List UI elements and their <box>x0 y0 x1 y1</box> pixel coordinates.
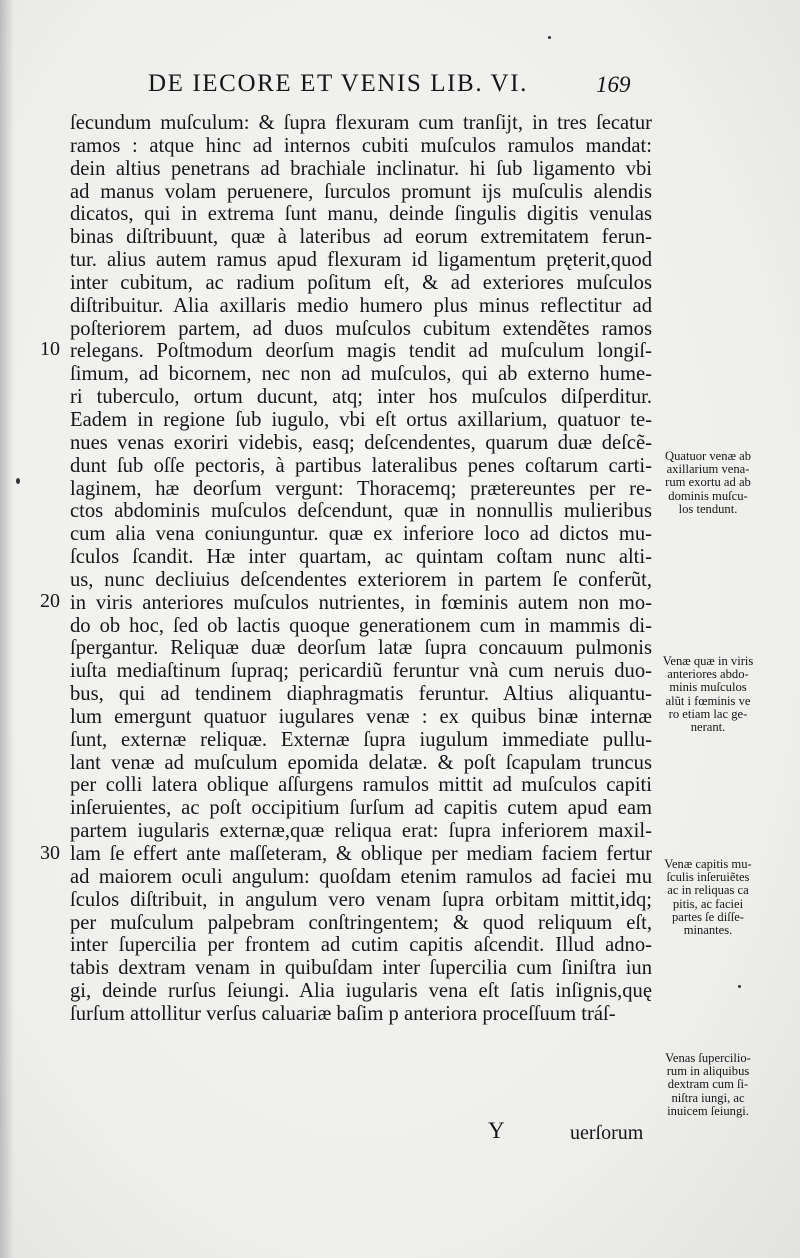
page-number: 169 <box>596 72 631 97</box>
text-line: binas diſtribuunt, quæ à lateribus ad eorum extremitatem ferun- <box>70 226 652 249</box>
text-line: ramos : atque hinc ad internos cubiti muſculos ramulos mandat: <box>70 134 652 157</box>
marginal-note-line: ro etiam lac ge- <box>668 706 748 721</box>
marginal-note-line: minantes. <box>683 923 733 938</box>
text-line: gi, deinde rurſus ſeiungi. Alia iugularis vena eſt ſatis inſignis,quę <box>70 980 652 1003</box>
marginal-note-line: anteriores abdo- <box>667 667 749 682</box>
text-line: per colli latera oblique aſſurgens ramulos mittit ad muſculos capiti <box>70 774 652 797</box>
text-line: ſunt, externæ reliquæ. Externæ ſupra iugulum immediate pullu- <box>70 728 652 751</box>
page-edge-shadow <box>0 0 14 1258</box>
text-line: per muſculum palpebram conſtringentem; & quod reliquum eſt, <box>70 911 652 934</box>
marginal-note-line: ſculis inſeruiẽtes <box>666 870 750 885</box>
text-line: do ob hoc, ſed ob lactis quoque generationem cum in mammis di- <box>70 614 652 637</box>
running-title: DE IECORE ET VENIS LIB. VI. <box>148 70 528 97</box>
ink-speck <box>16 478 20 484</box>
signature-mark: Y <box>488 1118 505 1143</box>
marginal-note-1 <box>652 450 764 516</box>
marginal-note-line: partes ſe diſſe- <box>671 909 745 924</box>
marginal-note-line: niſtra iungi, ac <box>671 1090 745 1105</box>
text-line: ad maiorem oculi angulum: quoſdam etenim ramulos ad faciei mu <box>70 865 652 888</box>
marginal-note-line: nerant. <box>690 720 726 735</box>
text-line: relegans. Poſtmodum deorſum magis tendit ad muſculum longiſ- <box>70 340 652 363</box>
text-line: inſeruientes, ac poſt occipitium ſurſum ad capitis cutem apud eam <box>70 797 652 820</box>
text-line: tur. alius autem ramus apud flexuram id ligamentum pręterit,quod <box>70 249 652 272</box>
marginal-note-line: alũt i fœminis ve <box>665 693 751 708</box>
text-line: inter cubitum, ac radium poſitum eſt, & ad exteriores muſculos <box>70 271 652 294</box>
marginal-note-line: rum in aliquibus <box>666 1064 750 1079</box>
text-line: us, nunc decliuius deſcendentes exteriorem in partem ſe conferũt, <box>70 568 652 591</box>
text-line: poſteriorem partem, ad duos muſculos cubitum extendẽtes ramos <box>70 317 652 340</box>
text-line: Eadem in regione ſub iugulo, vbi eſt ortus axillarium, quatuor te- <box>70 408 652 431</box>
text-line: ad manus volam peruenere, ſurculos promunt ijs muſculis alendis <box>70 180 652 203</box>
marginal-note-line: dextram cum ſi- <box>667 1077 749 1092</box>
text-line: inter ſupercilia per frontem ad cutim capitis aſcendit. Illud adno- <box>70 934 652 957</box>
text-line: diſtribuitur. Alia axillaris medio humero plus minus reflectitur ad <box>70 294 652 317</box>
text-line: partem iugularis externæ,quæ reliqua erat: ſupra inferiorem maxil- <box>70 820 652 843</box>
marginal-note-line: Venas ſupercilio- <box>665 1051 751 1065</box>
ink-speck <box>548 36 551 39</box>
marginal-note-line: rum exortu ad ab <box>665 475 751 490</box>
marginal-note-line: inuicem ſeiungi. <box>667 1103 749 1118</box>
text-line: laginem, hæ deorſum vergunt: Thoracemq; prætereuntes per re- <box>70 477 652 500</box>
marginal-note-line: dominis muſcu- <box>668 488 748 503</box>
text-line: tabis dextram venam in quibuſdam inter ſupercilia cum ſiniſtra iun <box>70 957 652 980</box>
marginal-note-line: pitis, ac faciei <box>672 896 744 911</box>
text-line: lant venæ ad muſculum epomida delatæ. & poſt ſcapulam truncus <box>70 751 652 774</box>
marginal-note-line: Venæ capitis mu- <box>664 857 752 871</box>
text-line: nues venas exoriri videbis, easq; deſcendentes, quarum duæ deſcẽ- <box>70 431 652 454</box>
text-line: ſecundum muſculum: & ſupra flexuram cum tranſijt, in tres ſecatur <box>70 112 652 134</box>
text-line: iuſta mediaſtinum ſupraq; pericardiũ feruntur vnà cum neruis duo- <box>70 660 652 683</box>
text-line: lum emergunt quatuor iugulares venæ : ex quibus binæ internæ <box>70 705 652 728</box>
text-line: ſculos diſtribuit, in angulum vero venam ſupra orbitam mittit,idq; <box>70 888 652 911</box>
text-line: ſculos ſcandit. Hæ inter quartam, ac quintam coſtam nunc alti- <box>70 546 652 569</box>
marginal-note-3 <box>652 858 764 937</box>
marginal-note-4 <box>652 1052 764 1118</box>
marginal-note-line: axillarium vena- <box>666 462 750 477</box>
line-number-20: 20 <box>40 590 60 612</box>
line-number-30: 30 <box>40 842 60 864</box>
text-line: dunt ſub oſſe pectoris, à partibus lateralibus penes coſtarum carti- <box>70 454 652 477</box>
text-line: ri tuberculo, ortum ducunt, atq; inter hos muſculos diſperditur. <box>70 386 652 409</box>
text-line: bus, qui ad tendinem diaphragmatis feruntur. Altius aliquantu- <box>70 683 652 706</box>
text-line: in viris anteriores muſculos nutrientes, in fœminis autem non mo- <box>70 591 652 614</box>
text-line: lam ſe effert ante maſſeteram, & oblique per mediam faciem fertur <box>70 843 652 865</box>
text-line: ſpergantur. Reliquæ duæ deorſum latæ ſupra concauum pulmonis <box>70 637 652 660</box>
text-line: dein altius penetrans ad brachiale inclinatur. hi ſub ligamento vbi <box>70 157 652 180</box>
text-line: cum alia vena coniunguntur. quæ ex inferiore loco ad dictos mu- <box>70 523 652 546</box>
running-head <box>148 70 668 104</box>
main-text-block <box>70 112 652 1026</box>
text-line: ctos abdominis muſculos deſcendunt, quæ in nonnullis mulieribus <box>70 500 652 523</box>
marginal-note-line: Quatuor venæ ab <box>664 449 752 463</box>
text-line: ſimum, ad bicornem, nec non ad muſculos, qui ab externo hume- <box>70 363 652 386</box>
marginal-note-2 <box>652 655 764 734</box>
marginal-note-line: ac in reliquas ca <box>667 883 749 898</box>
catchword: uerſorum <box>570 1122 644 1144</box>
ink-speck <box>738 985 741 988</box>
text-line: ſurſum attollitur verſus caluariæ baſim p anteriora proceſſuum tráſ- <box>70 1002 616 1025</box>
marginal-note-line: minis muſculos <box>669 680 747 695</box>
marginal-note-line: Venæ quæ in viris <box>662 654 754 668</box>
text-line: dicatos, qui in extrema ſunt manu, deinde ſingulis digitis venulas <box>70 203 652 226</box>
line-number-10: 10 <box>40 338 60 360</box>
marginal-note-line: los tendunt. <box>678 501 738 516</box>
